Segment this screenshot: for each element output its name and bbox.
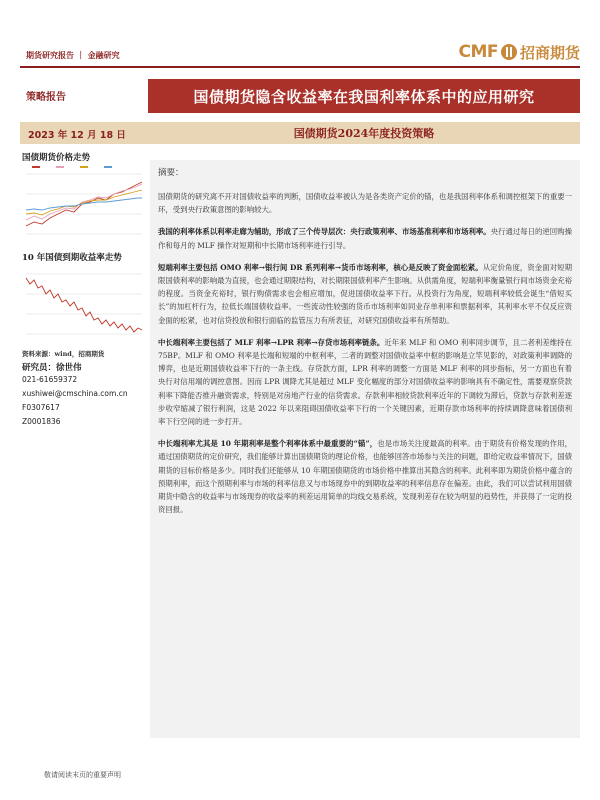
abstract-panel [150,160,580,738]
abstract-paragraph-2: 我国的利率体系以利率走廊为辅助，形成了三个传导层次：央行政策利率、市场基准利率和市场利率。央行通过每日的逆回购操作和每月的 MLF 操作对短期和中长期市场利率进行引导。 [158,227,572,250]
header-bar [20,40,580,64]
report-subtitle: 国债期货2024年度投资策略 [293,127,435,140]
report-type-label: 策略报告 [26,92,66,103]
header-divider [20,66,580,68]
abstract-paragraph-3: 短端利率主要包括 OMO 利率→银行间 DR 系列利率→货币市场利率，核心是反映了资金面松紧。从定价角度，资金面对短期限国债利率的影响最为直接，也会通过期限结构，对长期限国债利率产生影响。从供需角度，短端利率衡量银行间市场资金充裕的程度。当资金充裕时，银行购债需求也会相应增加，促进国债收益率下行。从投资行为角度，短端利率较低会诞生“借短买长”的加杠杆行为，拉低长端国债收益率。一些流动性较强的货币市场利率如同业存单利率和票据利率，其利率水平不仅反应资金面的松紧，也对信贷投放和银行面临的监管压力有所表征，对研究国债收益率有所帮助。 [158,262,572,325]
yield-trend-chart [22,264,144,346]
logo-cn-text: 招商期货 [519,43,580,62]
footer-disclaimer: 敬请阅读末页的重要声明 [44,771,121,779]
abstract-paragraph-4: 中长端利率主要包括了 MLF 利率→LPR 利率→存贷市场利率链条。近年来 MLF 和 OMO 利率同步调节，且二者利差维持在 75BP。MLF 和 OMO 利率是长端和短端的中枢利率，二者的调整对国债收益率中枢的影响是立竿见影的，对政策利率调降的博弈，也是近期国债收益率下行的一条主线。存贷款方面，LPR 利率的调整一方面是 MLF 利率的同步指标，另一方面也有着央行对信用端的调控意图。因而 LPR 调降尤其是超过 MLF 变化幅度的部分对国债收益率的影响具有不确定性，需要观察贷款利率下降能否推升融资需求，特别是对房地产行业的信贷需求。存款利率相较贷款利率近年的下调较为滞后，贷款与存款利差逐步收窄缩减了银行利润，这是 2022 年以来阻碍国债收益率下行的一个关键因素，近期存款市场利率的持续调降意味着国债利率下行空间的进一步打开。 [158,337,572,427]
legend-swatch-2 [56,166,64,168]
analyst-cert-1: F0307617 [22,403,60,412]
yield-series [26,278,142,332]
chart1-title: 国债期货价格走势 [22,153,91,163]
chart2-title: 10 年国债到期收益率走势 [22,253,122,263]
logo-mark-icon [501,44,517,60]
analyst-name: 研究员：徐世伟 [22,363,82,373]
title-bar [148,79,580,113]
legend-swatch-1 [32,166,40,168]
logo-cmf-text: CMF [458,42,498,62]
report-date: 2023 年 12 月 18 日 [28,130,126,141]
chart-source: 资料来源：wind，招商期货 [22,350,105,358]
analyst-email[interactable]: xushiwei@cmschina.com.cn [22,389,128,398]
sidebar [22,150,144,429]
company-logo [458,40,580,64]
abstract-paragraph-1: 国债期货的研究离不开对国债收益率的判断，国债收益率被认为是各类资产定价的锚，也是我国利率体系和调控框架下的重要一环，受到央行政策意图的影响较大。 [158,192,572,215]
price-trend-chart [22,164,144,246]
report-category: 期货研究报告 ｜ 金融研究 [26,51,120,60]
subtitle-bar [148,122,580,144]
analyst-cert-2: Z0001836 [22,417,61,426]
abstract-paragraph-5: 中长端利率尤其是 10 年期利率是整个利率体系中最重要的“锚”，也是市场关注度最高的利率。由于期货有价格发现的作用，通过国债期货的定价研究，我们能够计算出国债期货的理论价格，也能够回答市场参与关注的问题，即给定收益率情况下，国债期货的目标价格是多少。同时我们还能够从 10 年期国债期货的市场价格中推算出其隐含的利率。此利率即为期货价格中蕴含的预期利率，而这个预期利率与市场的利率信息又与市场现券中的到期收益率的利率信息存在偏差。由此，我们可以尝试利用国债期货中隐含的收益率与市场现券的收益率的利差运用简单的均线交易系统，发现利差存在较为明显的趋势性，并获得了一定的投资回报。 [158,439,573,515]
price-series-4 [26,198,142,210]
analyst-phone: 021-61659372 [22,375,78,384]
report-title: 国债期货隐含收益率在我国利率体系中的应用研究 [193,87,535,106]
legend-swatch-4 [104,166,112,168]
date-bar [20,122,148,144]
legend-swatch-3 [80,166,88,168]
abstract-heading: 摘要： [158,168,184,178]
